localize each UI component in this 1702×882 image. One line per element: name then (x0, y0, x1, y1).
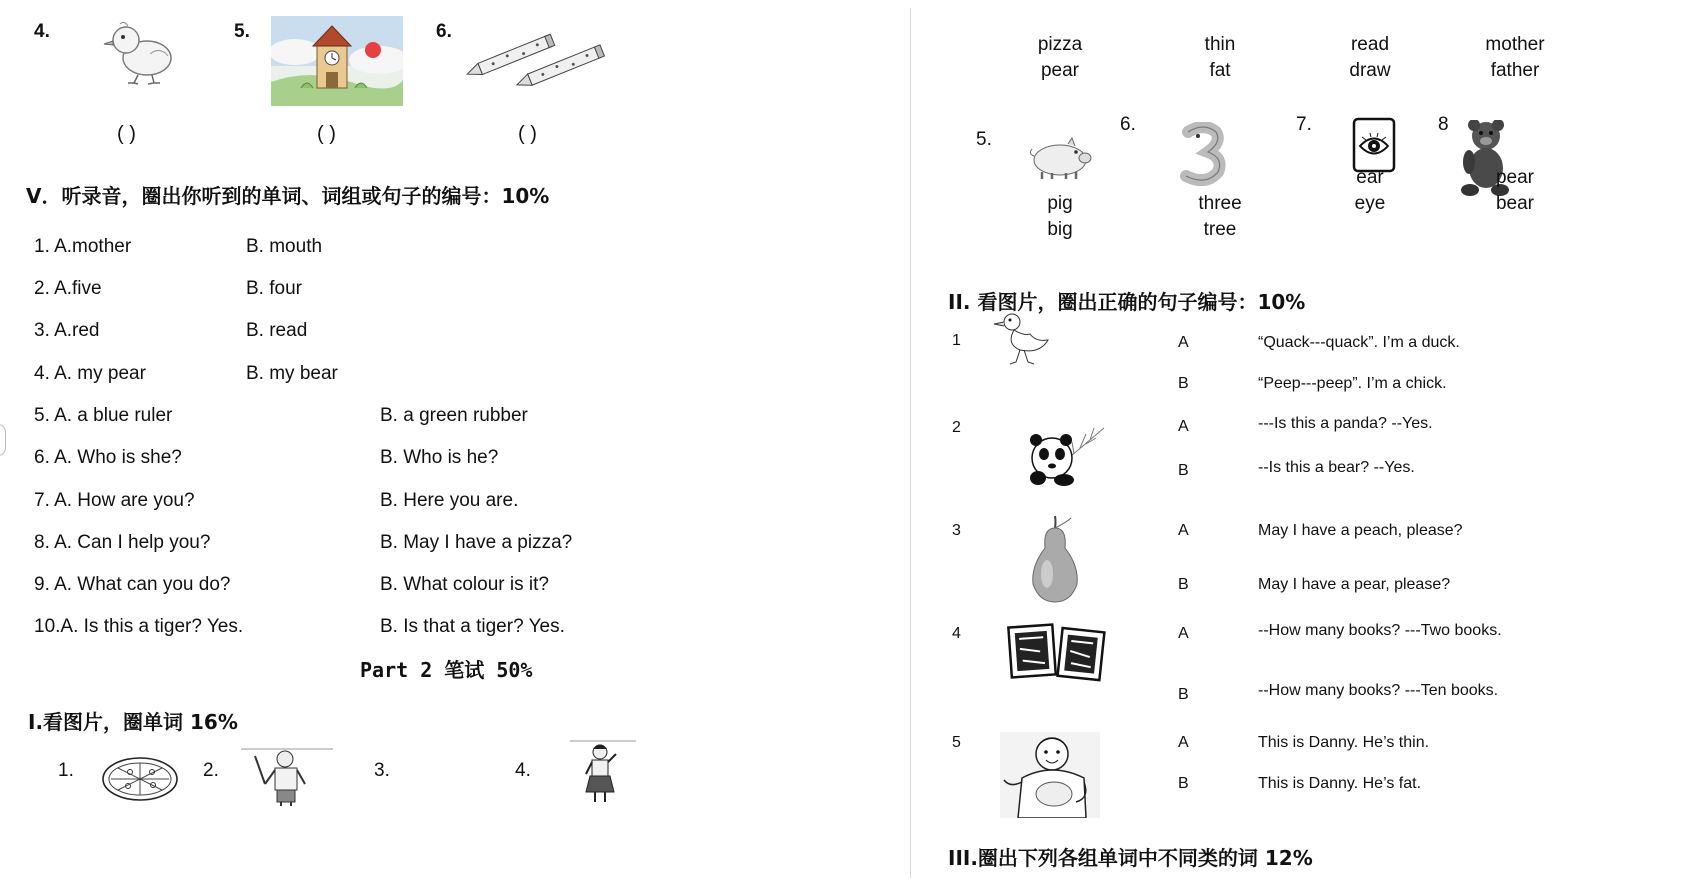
item-number: 5 (952, 734, 961, 751)
option-letter[interactable]: B (1178, 775, 1189, 792)
clock-tower-picture (271, 16, 403, 106)
word-option[interactable]: ear (1356, 167, 1384, 188)
pizza-picture (100, 754, 180, 804)
pig-picture (1028, 136, 1094, 180)
duck-picture (990, 310, 1052, 366)
option-a[interactable]: 2. A.five (34, 278, 102, 299)
item-number: 7. (1296, 114, 1312, 135)
sentence-option[interactable]: May I have a peach, please? (1258, 522, 1463, 539)
option-letter[interactable]: B (1178, 462, 1189, 479)
item-number: 2 (952, 419, 961, 436)
item-number: 6. (436, 21, 452, 42)
item-number: 3 (952, 522, 961, 539)
option-b[interactable]: B. my bear (246, 363, 338, 384)
option-b[interactable]: B. Is that a tiger? Yes. (380, 616, 565, 637)
sentence-option[interactable]: --Is this a bear? --Yes. (1258, 459, 1415, 476)
option-b[interactable]: B. four (246, 278, 302, 299)
sentence-option[interactable]: --How many books? ---Ten books. (1258, 682, 1499, 699)
option-a[interactable]: 4. A. my pear (34, 363, 146, 384)
option-b[interactable]: B. What colour is it? (380, 574, 549, 595)
item-number: 3. (374, 760, 390, 781)
option-a[interactable]: 10.A. Is this a tiger? Yes. (34, 616, 244, 637)
item-number: 4. (34, 21, 50, 42)
option-b[interactable]: B. a green rubber (380, 405, 528, 426)
sentence-option[interactable]: May I have a pear, please? (1258, 576, 1451, 593)
option-letter[interactable]: B (1178, 576, 1189, 593)
section-ii-title: II. 看图片，圈出正确的句子编号：10% (948, 290, 1306, 314)
item-number: 6. (1120, 114, 1136, 135)
part2-title: Part 2 笔试 50% (360, 658, 533, 682)
word-option[interactable]: pizza (1037, 34, 1083, 55)
thin-man-picture (241, 748, 333, 806)
option-a[interactable]: 3. A.red (34, 320, 100, 341)
option-letter[interactable]: A (1178, 734, 1189, 751)
option-a[interactable]: 1. A.mother (34, 236, 132, 257)
page-divider (910, 8, 911, 878)
word-option[interactable]: fat (1209, 60, 1231, 81)
sentence-option[interactable]: This is Danny. He’s thin. (1258, 734, 1430, 751)
sentence-option[interactable]: ---Is this a panda? --Yes. (1258, 415, 1433, 432)
word-option[interactable]: pear (1495, 167, 1535, 188)
word-option[interactable]: big (1047, 219, 1073, 240)
word-option[interactable]: thin (1204, 34, 1236, 55)
option-a[interactable]: 5. A. a blue ruler (34, 405, 173, 426)
option-letter[interactable]: B (1178, 375, 1189, 392)
sentence-option[interactable]: “Peep---peep”. I’m a chick. (1258, 375, 1447, 392)
word-option[interactable]: bear (1495, 193, 1535, 214)
fat-boy-picture (1000, 732, 1100, 818)
word-option[interactable]: tree (1203, 219, 1237, 240)
word-option[interactable]: three (1198, 193, 1242, 214)
pencils-picture (464, 28, 620, 88)
option-b[interactable]: B. May I have a pizza? (380, 532, 573, 553)
section-v-title: V．听录音，圈出你听到的单词、词组或句子的编号：10% (26, 184, 550, 208)
woman-picture (570, 740, 636, 806)
item-number: 5. (234, 21, 250, 42)
option-letter[interactable]: B (1178, 686, 1189, 703)
option-a[interactable]: 8. A. Can I help you? (34, 532, 211, 553)
option-letter[interactable]: A (1178, 418, 1189, 435)
section-iii-title: III.圈出下列各组单词中不同类的词 12% (948, 846, 1313, 870)
item-number: 5. (976, 129, 992, 150)
answer-bracket[interactable]: ( ) (317, 123, 336, 145)
number-three-picture (1178, 122, 1228, 186)
item-number: 4 (952, 625, 961, 642)
item-number: 8 (1438, 114, 1449, 135)
option-a[interactable]: 6. A. Who is she? (34, 447, 182, 468)
option-a[interactable]: 9. A. What can you do? (34, 574, 231, 595)
option-b[interactable]: B. Who is he? (380, 447, 499, 468)
panda-picture (1024, 422, 1110, 488)
option-b[interactable]: B. Here you are. (380, 490, 519, 511)
sentence-option[interactable]: “Quack---quack”. I’m a duck. (1258, 334, 1460, 351)
word-option[interactable]: pear (1040, 60, 1080, 81)
books-picture (1006, 622, 1108, 682)
chick-picture (100, 20, 180, 86)
option-b[interactable]: B. read (246, 320, 308, 341)
eye-picture (1352, 117, 1396, 173)
word-option[interactable]: eye (1354, 193, 1386, 214)
item-number: 4. (515, 760, 531, 781)
section-i-title: I.看图片，圈单词 16% (28, 710, 238, 734)
word-option[interactable]: draw (1349, 60, 1391, 81)
answer-bracket[interactable]: ( ) (117, 123, 136, 145)
answer-bracket[interactable]: ( ) (518, 123, 537, 145)
sentence-option[interactable]: --How many books? ---Two books. (1258, 622, 1502, 639)
option-letter[interactable]: A (1178, 625, 1189, 642)
word-option[interactable]: father (1490, 60, 1540, 81)
sentence-option[interactable]: This is Danny. He’s fat. (1258, 775, 1422, 792)
item-number: 2. (203, 760, 219, 781)
item-number: 1. (58, 760, 74, 781)
word-option[interactable]: mother (1485, 34, 1545, 55)
pear-picture (1025, 514, 1085, 604)
item-number: 1 (952, 332, 961, 349)
option-b[interactable]: B. mouth (246, 236, 323, 257)
option-a[interactable]: 7. A. How are you? (34, 490, 195, 511)
option-letter[interactable]: A (1178, 334, 1189, 351)
page-edge-tab[interactable] (0, 424, 6, 456)
word-option[interactable]: read (1350, 34, 1390, 55)
option-letter[interactable]: A (1178, 522, 1189, 539)
word-option[interactable]: pig (1047, 193, 1073, 214)
